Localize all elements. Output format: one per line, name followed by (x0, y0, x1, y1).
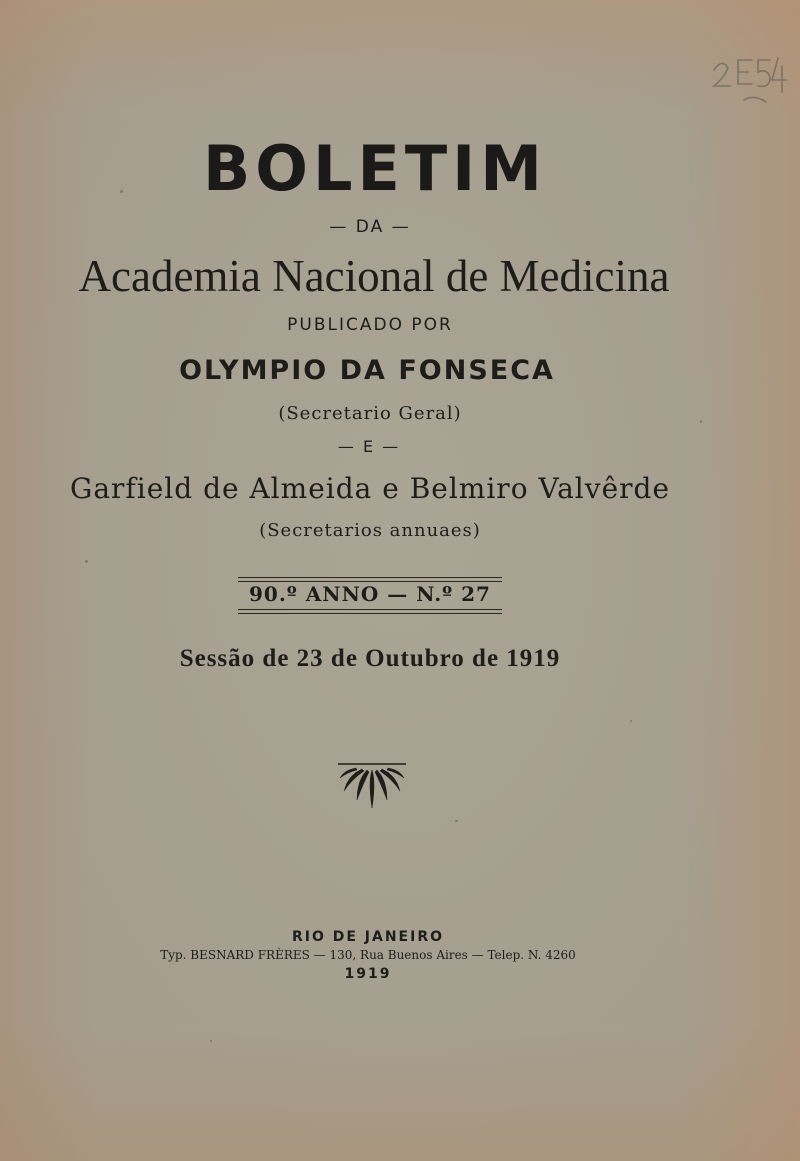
fleuron-ornament-icon (336, 760, 408, 810)
institution-name: Academia Nacional de Medicina (78, 251, 670, 301)
paper-speck (210, 1040, 212, 1042)
handwritten-note (704, 30, 794, 120)
divider-rule-top (238, 577, 502, 578)
cover-title: BOLETIM (203, 132, 547, 205)
paper-speck (630, 720, 632, 722)
imprint-printer: Typ. BESNARD FRÈRES — 130, Rua Buenos Aires — Telep. N. 4260 (160, 948, 576, 962)
session-date: Sessão de 23 de Outubro de 1919 (179, 645, 561, 672)
imprint-year: 1919 (344, 966, 392, 982)
divider-rule-bottom (238, 609, 502, 610)
imprint-city: RIO DE JANEIRO (291, 929, 445, 945)
editor-role: (Secretario Geral) (278, 403, 462, 424)
paper-speck (455, 820, 458, 822)
issue-number: 90.º ANNO — N.º 27 (249, 582, 491, 606)
connector-e: — E — (337, 437, 401, 456)
co-editors-names: Garfield de Almeida e Belmiro Valvêrde (69, 472, 671, 505)
published-by-label: PUBLICADO POR (287, 315, 453, 335)
connector-da: — DA — (329, 217, 411, 237)
divider-rule-bottom-inner (238, 613, 502, 614)
editor-name: OLYMPIO DA FONSECA (179, 355, 555, 386)
co-editors-role: (Secretarios annuaes) (259, 520, 481, 541)
paper-speck (85, 560, 88, 563)
